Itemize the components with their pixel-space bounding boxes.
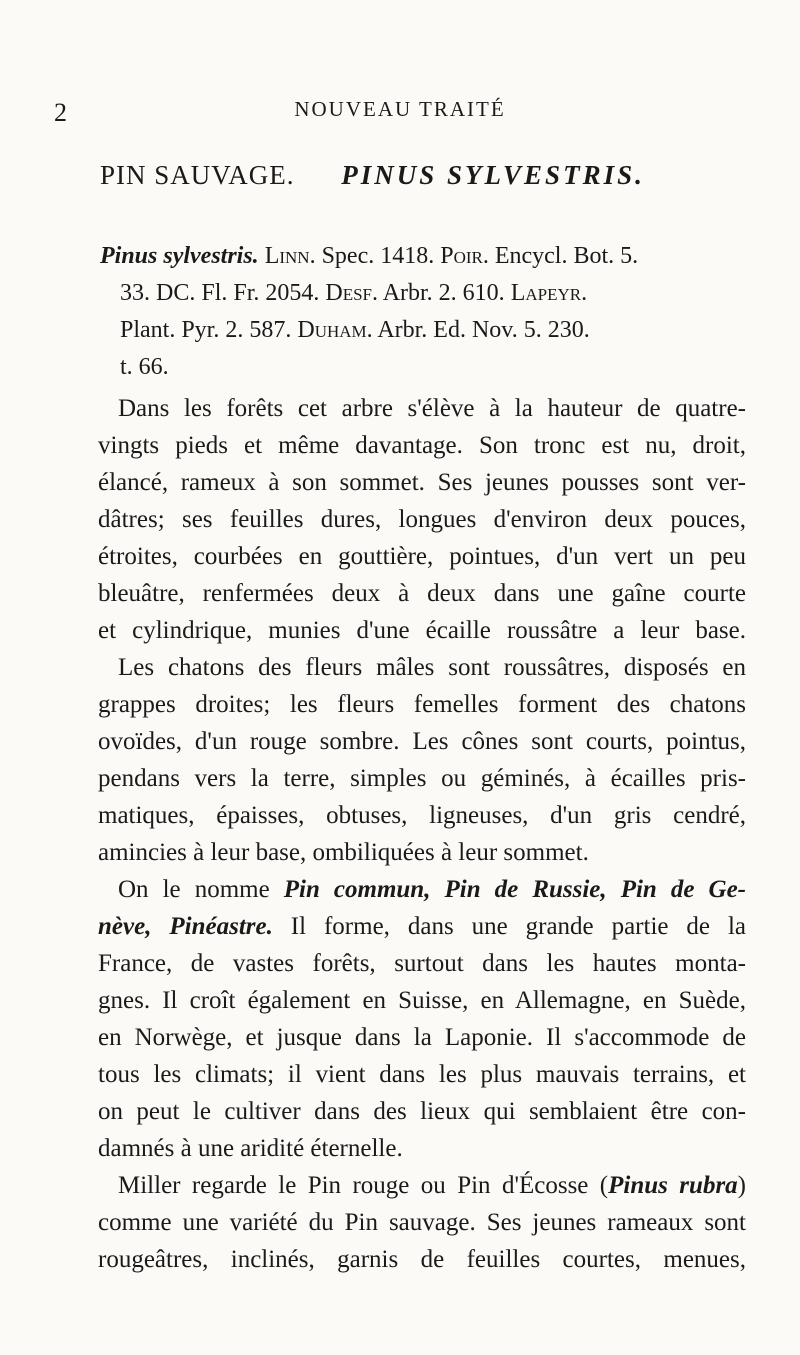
text-run: Il forme, dans une grande partie de la — [272, 913, 746, 940]
text-line: vingts pieds et même davantage. Son tronc est nu, droit, — [98, 432, 746, 459]
text-line: France, de vastes forêts, surtout dans les hautes monta- — [98, 950, 746, 977]
author-abbrev: Linn. — [264, 243, 316, 269]
reference-text: Encycl. Bot. 5. — [488, 243, 639, 269]
title-french: PIN SAUVAGE. — [100, 160, 295, 190]
text-run: On le nomme — [118, 876, 284, 903]
species-name: Pinus rubra — [608, 1172, 738, 1199]
synonymy-line — [100, 275, 740, 312]
reference-text: Arbr. 2. 610. — [378, 280, 511, 306]
author-abbrev: Lapeyr. — [510, 280, 588, 306]
text-line: bleuâtre, renfermées deux à deux dans une gaîne courte — [98, 580, 746, 607]
author-abbrev: Desf. — [325, 280, 379, 306]
text-line: élancé, rameux à son sommet. Ses jeunes pousses sont ver- — [98, 469, 746, 496]
text-line: amincies à leur base, ombiliquées à leur sommet. — [98, 839, 589, 866]
text-line: comme une variété du Pin sauvage. Ses jeunes rameaux sont — [98, 1209, 746, 1236]
text-line — [98, 1167, 746, 1204]
vernacular-names: Pin commun, Pin de Russie, Pin de Ge- — [283, 876, 746, 903]
running-head: NOUVEAU TRAITÉ — [294, 97, 506, 121]
text-line: et cylindrique, munies d'une écaille roussâtre a leur base. — [98, 617, 746, 644]
text-line: gnes. Il croît également en Suisse, en Allemagne, en Suède, — [98, 987, 746, 1014]
page-number: 2 — [54, 98, 67, 127]
author-abbrev: Duham. — [297, 317, 373, 343]
text-line: on peut le cultiver dans des lieux qui semblaient être con- — [98, 1098, 746, 1125]
text-line: Les chatons des fleurs mâles sont roussâtres, disposés en — [118, 654, 746, 681]
synonymy-block — [100, 238, 740, 386]
reference-text: Plant. Pyr. 2. 587. — [120, 317, 298, 343]
entry-title — [100, 160, 645, 191]
text-line: damnés à une aridité éternelle. — [98, 1135, 403, 1162]
text-line — [98, 908, 746, 945]
text-line: matiques, épaisses, obtuses, ligneuses, d'un gris cendré, — [98, 802, 746, 829]
species-name: Pinus sylvestris. — [100, 243, 259, 269]
text-run: ) — [737, 1172, 746, 1199]
text-line: dâtres; ses feuilles dures, longues d'environ deux pouces, — [98, 506, 746, 533]
reference-text: Spec. 1418. — [315, 243, 441, 269]
text-line: grappes droites; les fleurs femelles forment des chatons — [98, 691, 746, 718]
text-line: en Norwège, et jusque dans la Laponie. Il s'accommode de — [98, 1024, 746, 1051]
text-line: rougeâtres, inclinés, garnis de feuilles courtes, menues, — [98, 1246, 746, 1273]
text-run: Miller regarde le Pin rouge ou Pin d'Écosse ( — [118, 1172, 609, 1199]
title-latin: PINUS SYLVESTRIS. — [341, 160, 645, 190]
synonymy-line — [100, 238, 740, 275]
text-line: étroites, courbées en gouttière, pointues, d'un vert un peu — [98, 543, 746, 570]
reference-text: 33. DC. Fl. Fr. 2054. — [120, 280, 326, 306]
vernacular-names: nève, Pinéastre. — [98, 913, 273, 940]
text-line — [98, 871, 746, 908]
body-text — [98, 390, 746, 1278]
synonymy-line — [100, 312, 740, 349]
author-abbrev: Poir. — [440, 243, 489, 269]
synonymy-line: t. 66. — [120, 354, 169, 380]
text-line: ovoïdes, d'un rouge sombre. Les cônes sont courts, pointus, — [98, 728, 746, 755]
text-line: pendans vers la terre, simples ou géminés, à écailles pris- — [98, 765, 746, 792]
text-line: tous les climats; il vient dans les plus mauvais terrains, et — [98, 1061, 746, 1088]
text-line: Dans les forêts cet arbre s'élève à la hauteur de quatre- — [118, 395, 746, 422]
reference-text: Arbr. Ed. Nov. 5. 230. — [372, 317, 590, 343]
